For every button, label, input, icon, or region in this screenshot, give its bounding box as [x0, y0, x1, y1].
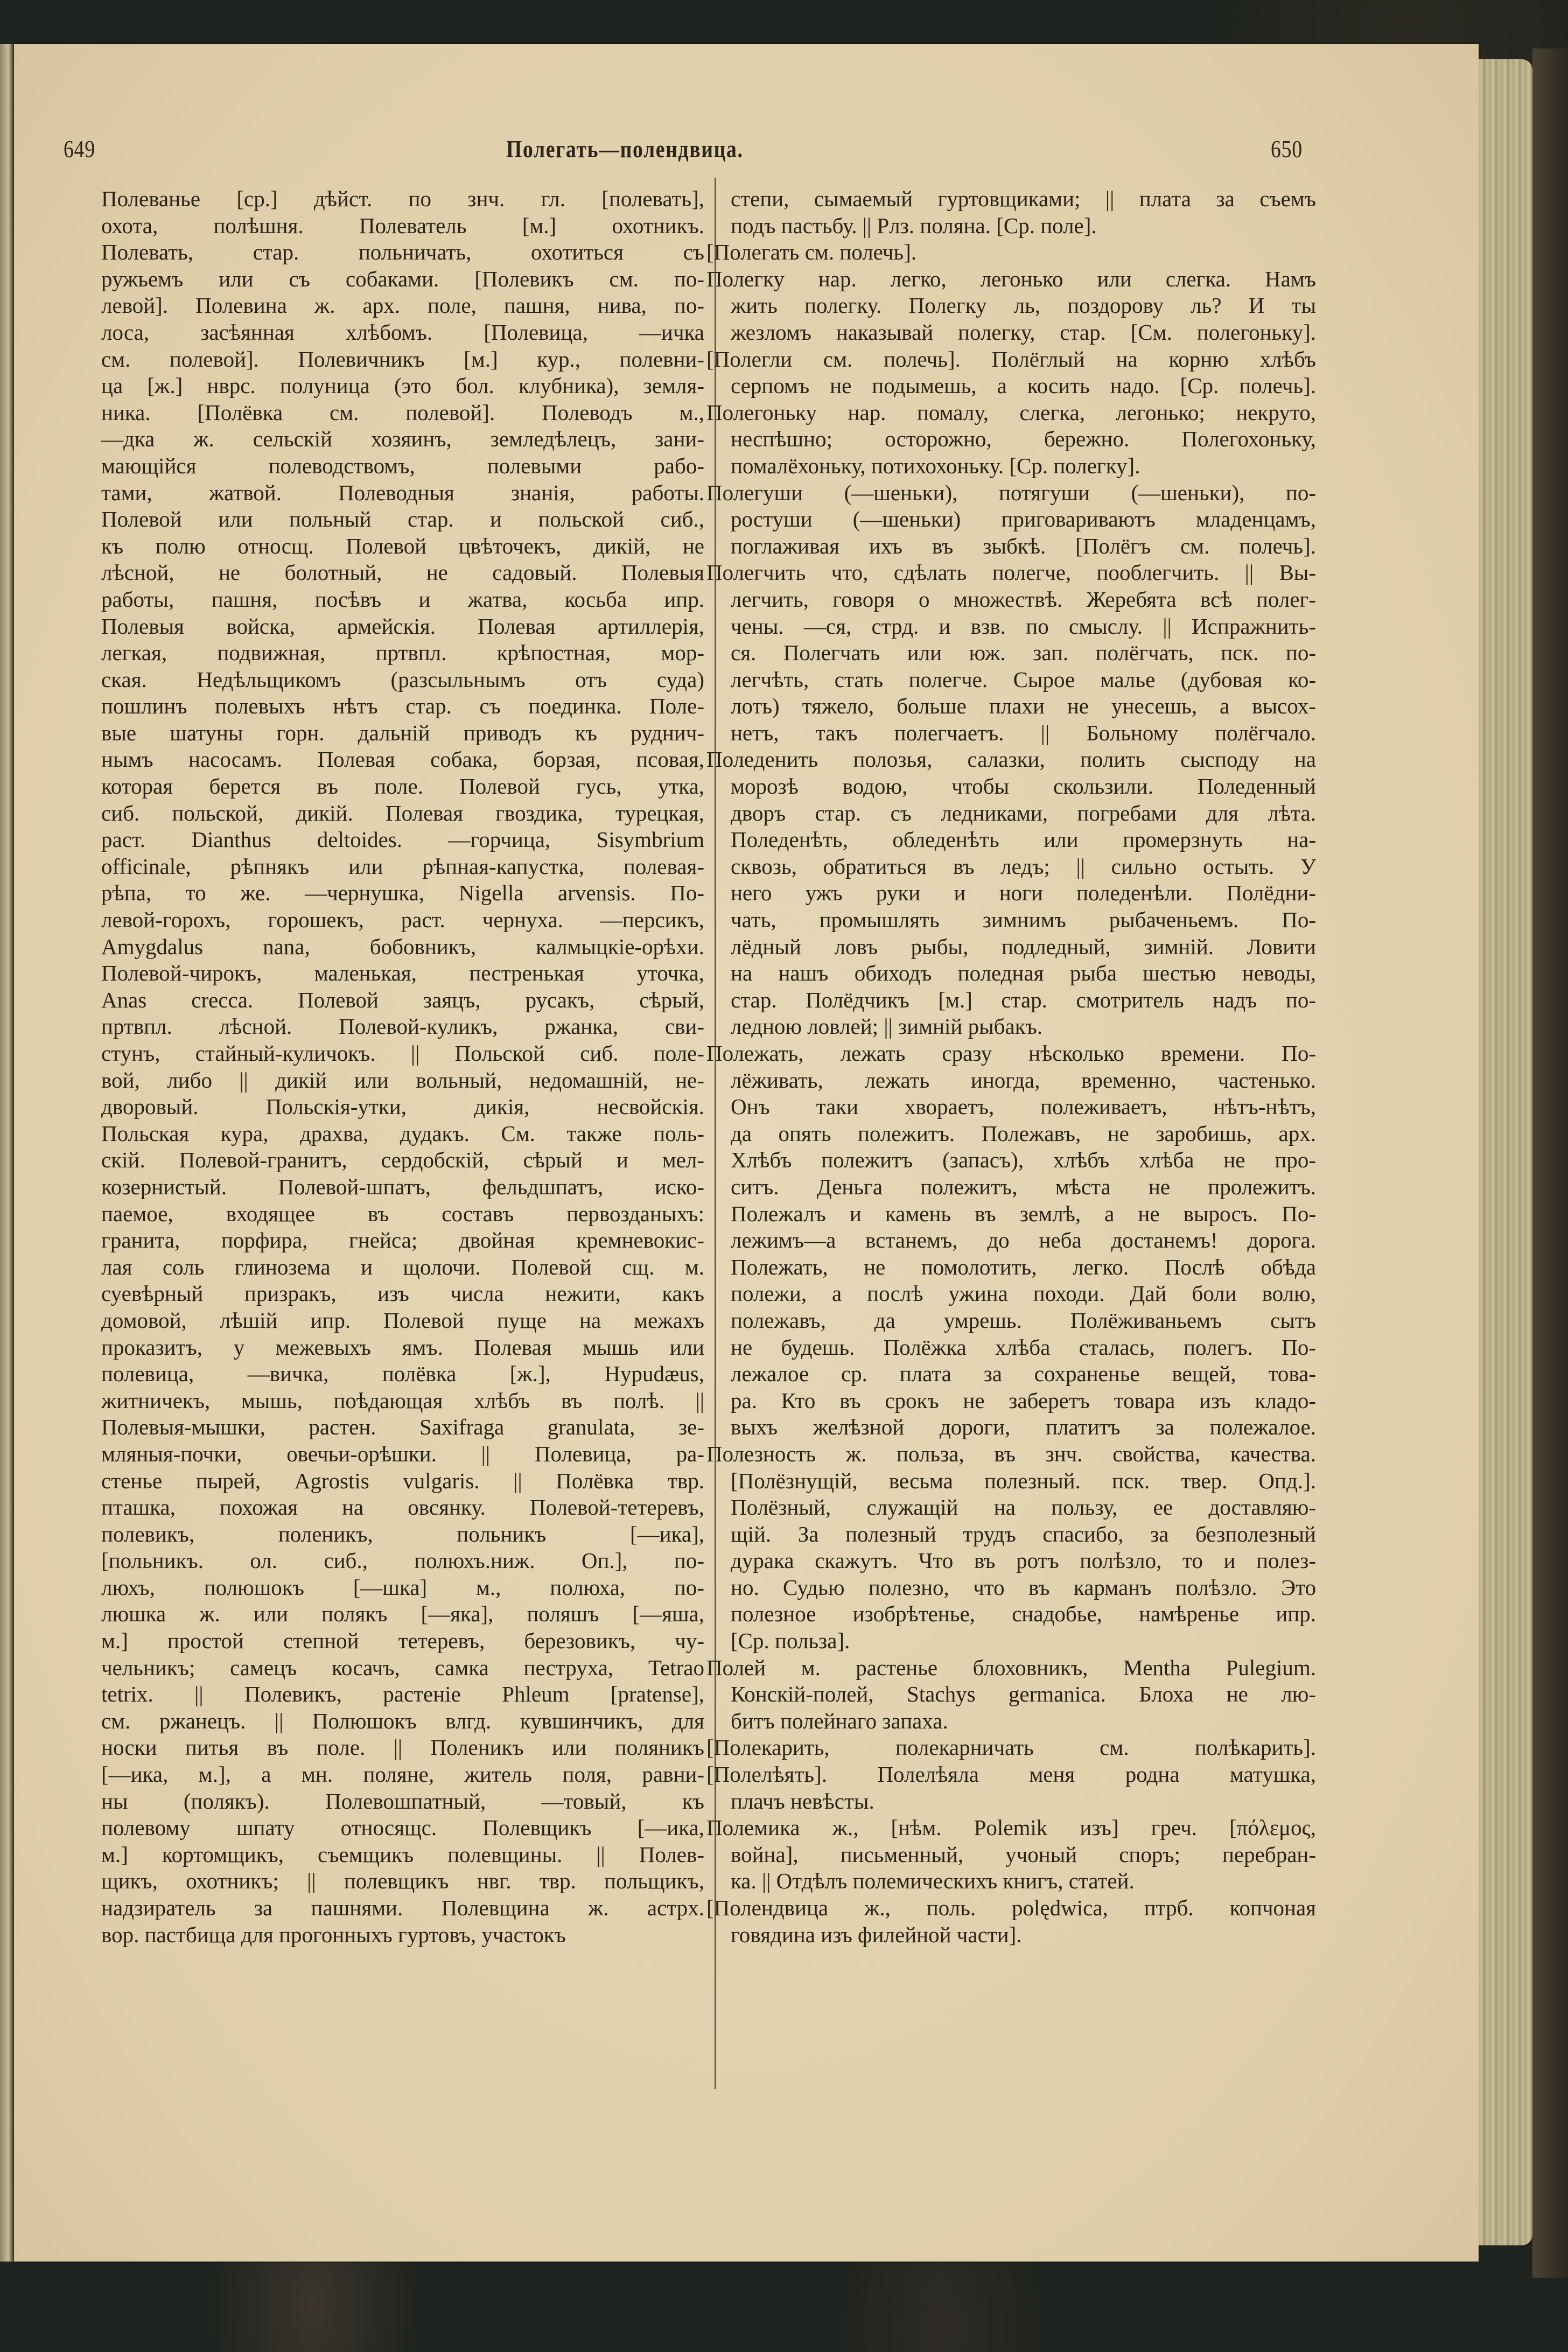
text-line: вые шатуны горн. дальній приводъ къ руднич- — [101, 720, 704, 745]
book-cover-edge — [1532, 48, 1568, 2278]
text-line: паемое, входящее въ составъ первозданыхъ: — [101, 1201, 704, 1226]
text-line: мляныя-почки, овечьи-орѣшки. || Полевица, ра- — [101, 1441, 704, 1466]
text-line: Anas crecca. Полевой заяцъ, русакъ, сѣрый, — [101, 987, 704, 1012]
entry-headword-line: [Полегли см. полечь]. Полёглый на корню хлѣбъ — [706, 346, 1316, 372]
page-number-left: 649 — [64, 135, 96, 163]
text-line: гранита, порфира, гнейса; двойная кремневокис- — [101, 1228, 704, 1253]
left-text-column — [101, 186, 704, 1948]
text-line: стар. Полёдчикъ [м.] стар. смотритель надъ по- — [731, 987, 1316, 1012]
text-line: полевица, —вичка, полёвка [ж.], Hypudæus, — [101, 1361, 704, 1387]
text-line: пртвпл. лѣсной. Полевой-куликъ, ржанка, сви- — [101, 1014, 704, 1039]
text-line: ника. [Полёвка см. полевой]. Полеводъ м., — [101, 400, 704, 425]
text-line: ружьемъ или съ собаками. [Полевикъ см. по- — [101, 266, 704, 291]
text-line: помалёхоньку, потихохоньку. [Ср. полегку]. — [731, 453, 1140, 478]
text-line: Польская кура, драхва, дудакъ. См. также поль- — [101, 1121, 704, 1146]
text-line: но. Судью полезно, что въ карманъ полѣзло. Это — [731, 1574, 1316, 1600]
text-line: лежимъ—а встанемъ, до неба достанемъ! дорога. — [731, 1228, 1316, 1253]
text-line: [—ика, м.], а мн. поляне, житель поля, равни- — [101, 1762, 704, 1787]
text-line: левой]. Полевина ж. арх. поле, пашня, нива, по- — [101, 293, 704, 318]
text-line: на нашъ обиходъ поледная рыба шестью неводы, — [731, 961, 1316, 986]
text-line: ны (полякъ). Полевошпатный, —товый, къ — [101, 1788, 704, 1814]
text-line: легчѣть, стать полегче. Сырое малье (дубовая ко- — [731, 667, 1316, 692]
text-line: тами, жатвой. Полеводныя знанія, работы. — [101, 480, 704, 505]
text-line: поглаживая ихъ въ зыбкѣ. [Полёгъ см. полечь]. — [731, 533, 1316, 558]
text-line: полежавъ, да умрешь. Полёживаньемъ сытъ — [731, 1307, 1316, 1333]
text-line: Полежать, не помолотить, легко. Послѣ обѣда — [731, 1254, 1316, 1279]
entry-headword-line: Полегоньку нар. помалу, слегка, легонько; некруто, — [706, 400, 1316, 425]
text-line: нетъ, такъ полегчаетъ. || Больному полёгчало. — [731, 720, 1316, 745]
text-line: [Ср. польза]. — [731, 1628, 850, 1654]
text-line: см. ржанецъ. || Полюшокъ влгд. кувшинчикъ, для — [101, 1708, 704, 1733]
text-line: жить полегку. Полегку ль, поздорову ль? И ты — [731, 293, 1316, 318]
text-line: сквозь, обратиться въ ледъ; || сильно остыть. У — [731, 853, 1316, 879]
text-line: война], письменный, учоный споръ; перебран- — [731, 1842, 1316, 1867]
text-line: Полёзный, служащій на пользу, ее доставляю- — [731, 1495, 1316, 1520]
text-line: скій. Полевой-гранитъ, сердобскій, сѣрый и мел- — [101, 1147, 704, 1173]
text-line: битъ полейнаго запаха. — [731, 1708, 948, 1733]
text-line: выхъ желѣзной дороги, платитъ за полежалое. — [731, 1415, 1316, 1440]
text-line: степи, сымаемый гуртовщиками; || плата за съемъ — [731, 186, 1316, 211]
text-line: люшка ж. или полякъ [—яка], поляшъ [—яша, — [101, 1601, 704, 1627]
text-line: плачъ невѣсты. — [731, 1788, 874, 1814]
entry-headword-line: [Полендвица ж., поль. polędwica, птрб. копчоная — [706, 1895, 1316, 1920]
text-line: Полевой-чирокъ, маленькая, пестренькая уточка, — [101, 961, 704, 986]
entry-headword-line: Полегчить что, сдѣлать полегче, пооблегчить. || Вы- — [706, 560, 1316, 585]
text-line: ростуши (—шеньки) приговариваютъ младенцамъ, — [731, 507, 1316, 532]
text-line: козернистый. Полевой-шпатъ, фельдшпатъ, иско- — [101, 1174, 704, 1199]
text-line: Поледенѣть, обледенѣть или промерзнуть на- — [731, 827, 1316, 852]
text-line: него ужъ руки и ноги поледенѣли. Полёдни- — [731, 880, 1316, 906]
entry-headword-line: Полежать, лежать сразу нѣсколько времени. По- — [706, 1041, 1316, 1066]
entry-headword-line: [Полелѣять]. Полелѣяла меня родна матушка, — [706, 1762, 1316, 1787]
entry-headword-line: Полезность ж. польза, въ знч. свойства, качества. — [706, 1441, 1316, 1466]
right-text-column — [706, 186, 1316, 1948]
text-line: Онъ таки хвораетъ, полеживаетъ, нѣтъ-нѣтъ, — [731, 1094, 1316, 1119]
text-line: Полежалъ и камень въ землѣ, а не выросъ. По- — [731, 1201, 1316, 1226]
text-line: лёживать, лежать иногда, временно, частенько. — [731, 1067, 1316, 1093]
text-line: ледною ловлей; || зимній рыбакъ. — [731, 1014, 1043, 1039]
text-line: лая соль глинозема и щолочи. Полевой сщ. м. — [101, 1254, 704, 1279]
text-line: лежалое ср. плата за сохраненье вещей, това- — [731, 1361, 1316, 1387]
text-line: tetrix. || Полевикъ, растеніе Phleum [pratense], — [101, 1682, 704, 1707]
text-line: стунъ, стайный-куличокъ. || Польской сиб. поле- — [101, 1041, 704, 1066]
text-line: см. полевой]. Полевичникъ [м.] кур., полевни- — [101, 346, 704, 372]
text-line: подъ пастьбу. || Рлз. поляна. [Ср. поле]. — [731, 213, 1097, 238]
text-line: житничекъ, мышь, поѣдающая хлѣбъ въ полѣ. || — [101, 1388, 704, 1413]
text-line: ра. Кто въ срокъ не заберетъ товара изъ кладо- — [731, 1388, 1316, 1413]
text-line: легчить, говоря о множествѣ. Жеребята всѣ полег- — [731, 586, 1316, 612]
text-line: пошлинъ полевыхъ нѣтъ стар. съ поединка. Поле- — [101, 694, 704, 719]
text-line: пташка, похожая на овсянку. Полевой-тетеревъ, — [101, 1495, 704, 1520]
text-line: вой, либо || дикій или вольный, недомашній, не- — [101, 1067, 704, 1093]
text-line: ца [ж.] нврс. полуница (это бол. клубника), земля- — [101, 373, 704, 398]
text-line: суевѣрный призракъ, изъ числа нежити, какъ — [101, 1281, 704, 1306]
entry-headword-line: Поледенить полозья, салазки, полить сысподу на — [706, 747, 1316, 772]
text-line: щій. За полезный трудъ спасибо, за безполезный — [731, 1521, 1316, 1546]
text-line: охота, полѣшня. Полеватель [м.] охотникъ. — [101, 213, 704, 238]
text-line: не будешь. Полёжка хлѣба сталась, полегъ. По- — [731, 1334, 1316, 1360]
text-line: дурака скажутъ. Что въ ротъ полѣзло, то и полез- — [731, 1548, 1316, 1573]
text-line: люхъ, полюшокъ [—шка] м., полюха, по- — [101, 1574, 704, 1600]
text-line: Конскій-полей, Stachys germanica. Блоха не лю- — [731, 1682, 1316, 1707]
text-line: мающійся полеводствомъ, полевыми рабо- — [101, 453, 704, 478]
text-line: неспѣшно; осторожно, бережно. Полегохоньку, — [731, 426, 1316, 452]
text-line: работы, пашня, посѣвъ и жатва, косьба ипр. — [101, 586, 704, 612]
entry-headword-line: Полемика ж., [нѣм. Polemik изъ] греч. [πόλεμος, — [706, 1815, 1316, 1840]
text-line: лоса, засѣянная хлѣбомъ. [Полевица, —ичка — [101, 319, 704, 345]
entry-headword-line: Полегуши (—шеньки), потягуши (—шеньки), по- — [706, 480, 1316, 505]
text-line: [польникъ. ол. сиб., полюхъ.ниж. Оп.], по- — [101, 1548, 704, 1573]
text-line: м.] простой степной тетеревъ, березовикъ, чу- — [101, 1628, 704, 1654]
running-header-title: Полегать—полендвица. — [506, 135, 744, 163]
book-fore-edge — [1479, 59, 1532, 2245]
text-line: проказитъ, у межевыхъ ямъ. Полевая мышь или — [101, 1334, 704, 1360]
text-line: полежи, а послѣ ужина походи. Дай боли волю, — [731, 1281, 1316, 1306]
text-line: стенье пырей, Agrostis vulgaris. || Полёвка твр. — [101, 1468, 704, 1493]
entry-headword-line: Полей м. растенье блоховникъ, Mentha Pulegium. — [706, 1655, 1316, 1680]
text-line: м.] кортомщикъ, съемщикъ полевщины. || Полев- — [101, 1842, 704, 1867]
entry-headword-line: Полегку нар. легко, легонько или слегка. Намъ — [706, 266, 1316, 291]
text-line: ся. Полегчать или юж. зап. полёгчать, пск. по- — [731, 640, 1316, 666]
text-line: полезное изобрѣтенье, снадобье, намѣренье ипр. — [731, 1601, 1316, 1627]
text-line: чены. —ся, стрд. и взв. по смыслу. || Испражнить- — [731, 613, 1316, 639]
text-line: лёдный ловъ рыбы, подледный, зимній. Ловити — [731, 934, 1316, 959]
text-line: officinale, рѣпнякъ или рѣпная-капустка, полевая- — [101, 853, 704, 879]
text-line: къ полю относщ. Полевой цвѣточекъ, дикій, не — [101, 533, 704, 558]
text-line: чать, промышлять зимнимъ рыбаченьемъ. По- — [731, 907, 1316, 933]
text-line: дворъ стар. съ ледниками, погребами для лѣта. — [731, 800, 1316, 825]
text-line: морозѣ водою, чтобы скользили. Поледенный — [731, 774, 1316, 799]
text-line: лѣсной, не болотный, не садовый. Полевыя — [101, 560, 704, 585]
text-line: Полевыя войска, армейскія. Полевая артиллерія, — [101, 613, 704, 639]
text-line: легкая, подвижная, пртвпл. крѣпостная, мор- — [101, 640, 704, 666]
text-line: надзиратель за пашнями. Полевщина ж. астрх. — [101, 1895, 704, 1920]
text-line: ская. Недѣльщикомъ (разсыльнымъ отъ суда) — [101, 667, 704, 692]
entry-headword-line: [Полекарить, полекарничать см. полѣкарить]. — [706, 1735, 1316, 1760]
text-line: левой-горохъ, горошекъ, раст. чернуха. —персикъ, — [101, 907, 704, 933]
text-line: Amygdalus nana, бобовникъ, калмыцкіе-орѣхи. — [101, 934, 704, 959]
text-line: Полеванье [ср.] дѣйст. по знч. гл. [полевать], — [101, 186, 704, 211]
text-line: полевому шпату относящс. Полевщикъ [—ика, — [101, 1815, 704, 1840]
text-line: ка. || Отдѣлъ полемическихъ книгъ, статей. — [731, 1868, 1135, 1894]
text-line: которая берется въ поле. Полевой гусь, утка, — [101, 774, 704, 799]
text-line: —дка ж. сельскій хозяинъ, земледѣлецъ, зани- — [101, 426, 704, 452]
text-line: щикъ, охотникъ; || полевщикъ нвг. твр. польщикъ, — [101, 1868, 704, 1894]
page-gutter — [0, 44, 14, 2262]
text-line: раст. Dianthus deltoides. —горчица, Sisymbrium — [101, 827, 704, 852]
page-number-right: 650 — [1271, 135, 1303, 163]
text-line: Полевой или польный стар. и польской сиб., — [101, 507, 704, 532]
text-line: полевикъ, поленикъ, польникъ [—ика], — [101, 1521, 704, 1546]
text-line: жезломъ наказывай полегку, стар. [См. полегоньку]. — [731, 319, 1316, 345]
text-line: рѣпа, то же. —чернушка, Nigella arvensis. По- — [101, 880, 704, 906]
text-line: дворовый. Польскія-утки, дикія, несвойскія. — [101, 1094, 704, 1119]
text-line: Полевыя-мышки, растен. Saxifraga granulata, зе- — [101, 1415, 704, 1440]
text-line: говядина изъ филейной части]. — [731, 1922, 1022, 1947]
text-line: сиб. польской, дикій. Полевая гвоздика, турецкая, — [101, 800, 704, 825]
text-line: Полевать, стар. польничать, охотиться съ — [101, 240, 704, 265]
text-line: домовой, лѣшій ипр. Полевой пуще на межахъ — [101, 1307, 704, 1333]
text-line: лоть) тяжело, больше плахи не унесешь, а высох- — [731, 694, 1316, 719]
text-line: вор. пастбища для прогонныхъ гуртовъ, участокъ — [101, 1922, 566, 1947]
text-line: чельникъ; самецъ косачъ, самка пеструха, Tetrao — [101, 1655, 704, 1680]
text-line: Хлѣбъ полежитъ (запасъ), хлѣбъ хлѣба не про- — [731, 1147, 1316, 1173]
text-line: носки питья въ поле. || Поленикъ или поляникъ — [101, 1735, 704, 1760]
text-line: серпомъ не подымешь, а косить надо. [Ср. полечь]. — [731, 373, 1316, 398]
text-line: ситъ. Деньга полежитъ, мѣста не пролежитъ. — [731, 1174, 1316, 1199]
text-line: да опять полежитъ. Полежавъ, не заробишь, арх. — [731, 1121, 1316, 1146]
text-line: нымъ насосамъ. Полевая собака, борзая, псовая, — [101, 747, 704, 772]
text-line: [Полёзнущій, весьма полезный. пск. твер. Опд.]. — [731, 1468, 1316, 1493]
entry-headword-line: [Полегать см. полечь]. — [706, 240, 917, 265]
